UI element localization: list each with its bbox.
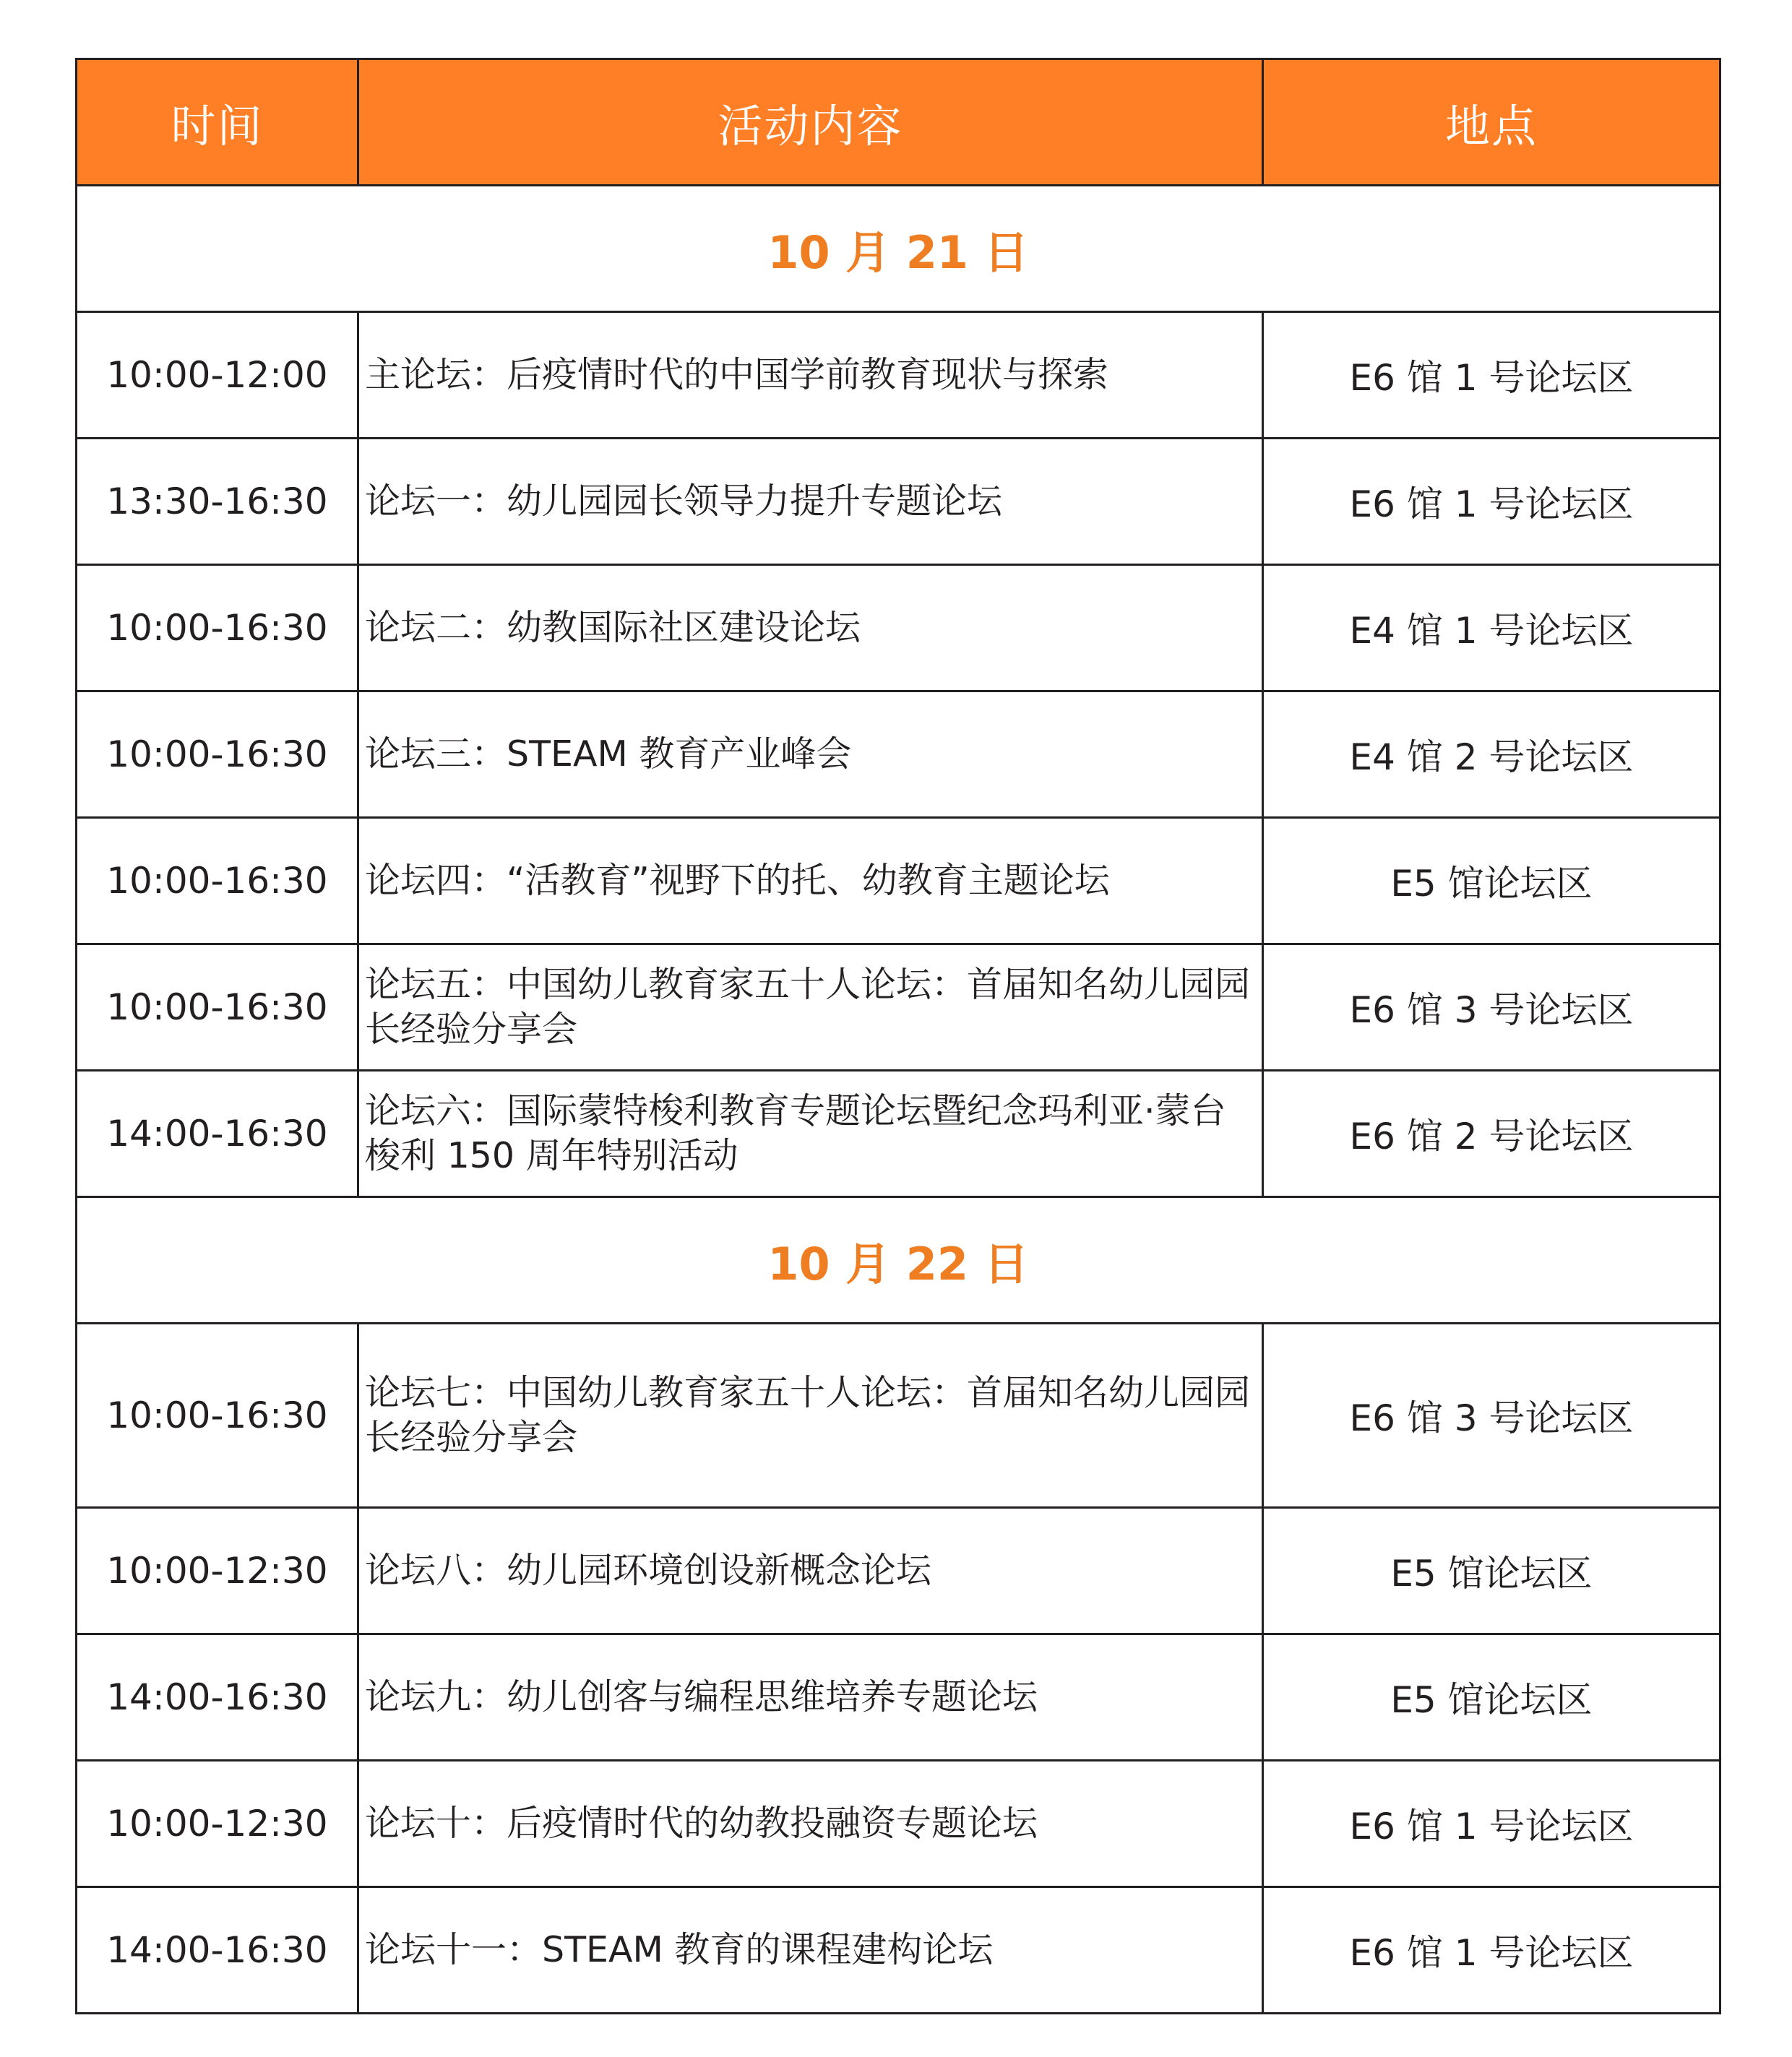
time-cell: 10:00-16:30 [77, 1324, 358, 1508]
time-cell: 10:00-12:30 [77, 1508, 358, 1634]
place-cell: E6 馆 2 号论坛区 [1263, 1071, 1720, 1197]
time-cell: 10:00-12:00 [77, 312, 358, 439]
time-cell: 14:00-16:30 [77, 1634, 358, 1761]
time-cell: 10:00-16:30 [77, 944, 358, 1071]
table-row [77, 1887, 1720, 2014]
place-cell: E6 馆 1 号论坛区 [1263, 312, 1720, 439]
table-row [77, 818, 1720, 944]
date-row [77, 186, 1720, 312]
table-row [77, 565, 1720, 691]
activity-cell: 论坛四：“活教育”视野下的托、幼教育主题论坛 [358, 818, 1263, 944]
table-row [77, 1761, 1720, 1887]
place-cell: E4 馆 2 号论坛区 [1263, 691, 1720, 818]
place-cell: E6 馆 1 号论坛区 [1263, 1887, 1720, 2014]
date-label: 10 月 22 日 [77, 1197, 1720, 1324]
table-row [77, 1634, 1720, 1761]
place-cell: E5 馆论坛区 [1263, 818, 1720, 944]
place-cell: E6 馆 1 号论坛区 [1263, 1761, 1720, 1887]
date-row [77, 1197, 1720, 1324]
time-cell: 10:00-16:30 [77, 691, 358, 818]
time-cell: 14:00-16:30 [77, 1887, 358, 2014]
header-activity: 活动内容 [358, 59, 1263, 186]
table-row [77, 1071, 1720, 1197]
table-header-row [77, 59, 1720, 186]
table-row [77, 439, 1720, 565]
place-cell: E6 馆 3 号论坛区 [1263, 944, 1720, 1071]
table-row [77, 312, 1720, 439]
table-row [77, 691, 1720, 818]
place-cell: E5 馆论坛区 [1263, 1508, 1720, 1634]
time-cell: 14:00-16:30 [77, 1071, 358, 1197]
place-cell: E6 馆 3 号论坛区 [1263, 1324, 1720, 1508]
place-cell: E5 馆论坛区 [1263, 1634, 1720, 1761]
activity-cell: 论坛五：中国幼儿教育家五十人论坛：首届知名幼儿园园长经验分享会 [358, 944, 1263, 1071]
date-label: 10 月 21 日 [77, 186, 1720, 312]
place-cell: E4 馆 1 号论坛区 [1263, 565, 1720, 691]
activity-cell: 论坛六：国际蒙特梭利教育专题论坛暨纪念玛利亚·蒙台梭利 150 周年特别活动 [358, 1071, 1263, 1197]
header-time: 时间 [77, 59, 358, 186]
activity-cell: 论坛十一：STEAM 教育的课程建构论坛 [358, 1887, 1263, 2014]
activity-cell: 论坛十：后疫情时代的幼教投融资专题论坛 [358, 1761, 1263, 1887]
activity-cell: 论坛八：幼儿园环境创设新概念论坛 [358, 1508, 1263, 1634]
time-cell: 10:00-16:30 [77, 818, 358, 944]
activity-cell: 论坛三：STEAM 教育产业峰会 [358, 691, 1263, 818]
activity-cell: 论坛二：幼教国际社区建设论坛 [358, 565, 1263, 691]
schedule-table [75, 58, 1721, 2014]
time-cell: 13:30-16:30 [77, 439, 358, 565]
activity-cell: 论坛九：幼儿创客与编程思维培养专题论坛 [358, 1634, 1263, 1761]
header-place: 地点 [1263, 59, 1720, 186]
table-row [77, 944, 1720, 1071]
table-row [77, 1324, 1720, 1508]
activity-cell: 论坛七：中国幼儿教育家五十人论坛：首届知名幼儿园园长经验分享会 [358, 1324, 1263, 1508]
activity-cell: 论坛一：幼儿园园长领导力提升专题论坛 [358, 439, 1263, 565]
table-row [77, 1508, 1720, 1634]
place-cell: E6 馆 1 号论坛区 [1263, 439, 1720, 565]
activity-cell: 主论坛：后疫情时代的中国学前教育现状与探索 [358, 312, 1263, 439]
time-cell: 10:00-12:30 [77, 1761, 358, 1887]
time-cell: 10:00-16:30 [77, 565, 358, 691]
